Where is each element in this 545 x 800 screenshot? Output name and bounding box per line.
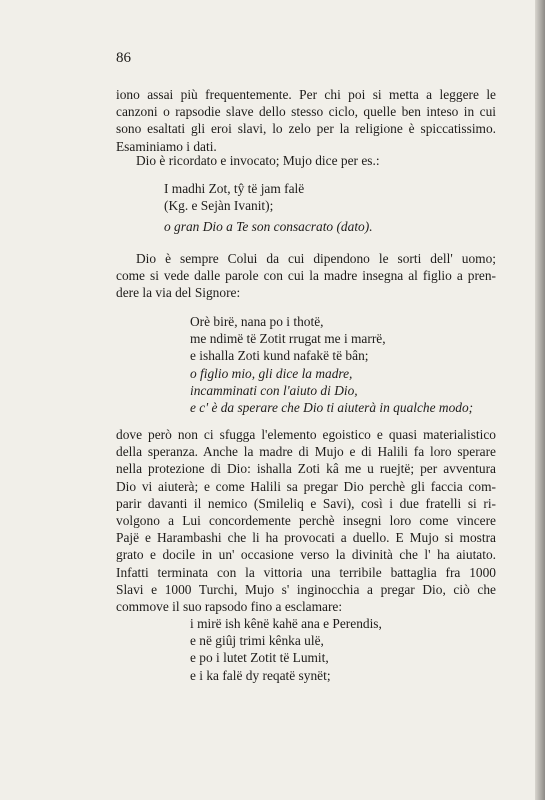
text-line: Esaminiamo i dati. [116, 138, 217, 154]
verse-line: (Kg. e Sejàn Ivanit); [164, 198, 274, 214]
translation-line: e c' è da sperare che Dio ti aiuterà in qualche modo; [190, 400, 474, 416]
translation-line: o gran Dio a Te son consacrato (dato). [164, 219, 373, 234]
text-line: sono esaltati gli eroi slavi, lo zelo per la religione è spiccatissimo. [116, 121, 496, 137]
quote-2 [190, 313, 490, 365]
text-line: parir davanti il nemico (Smileliq e Savi), così i due fratelli si ri- [116, 495, 496, 511]
verse-line: e po i lutet Zotit të Lumit, [190, 650, 329, 666]
text-line: come si vede dalle parole con cui la madre insegna al figlio a pren- [116, 268, 496, 284]
text-line: Pajë e Harambashi che li ha provocati a duello. E Mujo si mostra [116, 530, 496, 546]
page-edge-shadow [535, 0, 545, 800]
text-line: volgono a Lui concordemente perchè insegni loro come vincere [116, 513, 496, 529]
translation-line: o figlio mio, gli dice la madre, [190, 366, 353, 381]
quote-1-translation [164, 218, 484, 235]
verse-line: Orè birë, nana po i thotë, [190, 314, 324, 329]
text-line: Dio è sempre Colui da cui dipendono le sorti dell' uomo; [136, 251, 496, 266]
verse-line: e ishalla Zoti kund nafakë të bân; [190, 348, 369, 364]
quote-1 [164, 180, 484, 214]
paragraph-1 [116, 86, 496, 155]
verse-line: me ndimë të Zotit rrugat me i marrë, [190, 331, 386, 347]
quote-2-translation [190, 365, 490, 417]
translation-line: incamminati con l'aiuto di Dio, [190, 383, 358, 399]
text-line: Infatti terminata con la vittoria una terribile battaglia fra 1000 [116, 564, 496, 580]
page-number: 86 [116, 50, 131, 66]
text-line: Dio vi aiuterà; e come Halili sa pregar Dio perchè gli faccia com- [116, 478, 496, 494]
verse-line: e në giûj trimi kênka ulë, [190, 633, 324, 649]
text-line: Dio è ricordato e invocato; Mujo dice per es.: [136, 153, 380, 168]
text-line: grato e docile in un' occasione verso la divinità che l' ha aiutato. [116, 547, 496, 563]
verse-line: I madhi Zot, tŷ të jam falë [164, 181, 305, 196]
text-line: dove però non ci sfugga l'elemento egoistico e quasi materialistico [116, 427, 496, 442]
text-line: della speranza. Anche la madre di Mujo e di Halili fa loro sperare [116, 444, 496, 460]
text-line: canzoni o rapsodie slave dello stesso ciclo, quelle ben inteso in cui [116, 104, 496, 120]
text-line: dere la via del Signore: [116, 285, 241, 301]
quote-3 [190, 615, 490, 684]
paragraph-3 [116, 250, 496, 302]
verse-line: i mirë ish kênë kahë ana e Perendis, [190, 616, 382, 631]
text-line: Slavi e 1000 Turchi, Mujo s' inginocchia a pregar Dio, ciò che [116, 581, 496, 597]
text-line: commove il suo rapsodo fino a esclamare: [116, 599, 343, 615]
text-line: nella protezione di Dio: ishalla Zoti kâ me u ruejtë; per avventura [116, 461, 496, 477]
paragraph-2 [116, 152, 496, 169]
paragraph-4 [116, 426, 496, 615]
text-line: iono assai più frequentemente. Per chi poi si metta a leggere le [116, 87, 496, 102]
verse-line: e i ka falë dy reqatë synët; [190, 667, 331, 683]
